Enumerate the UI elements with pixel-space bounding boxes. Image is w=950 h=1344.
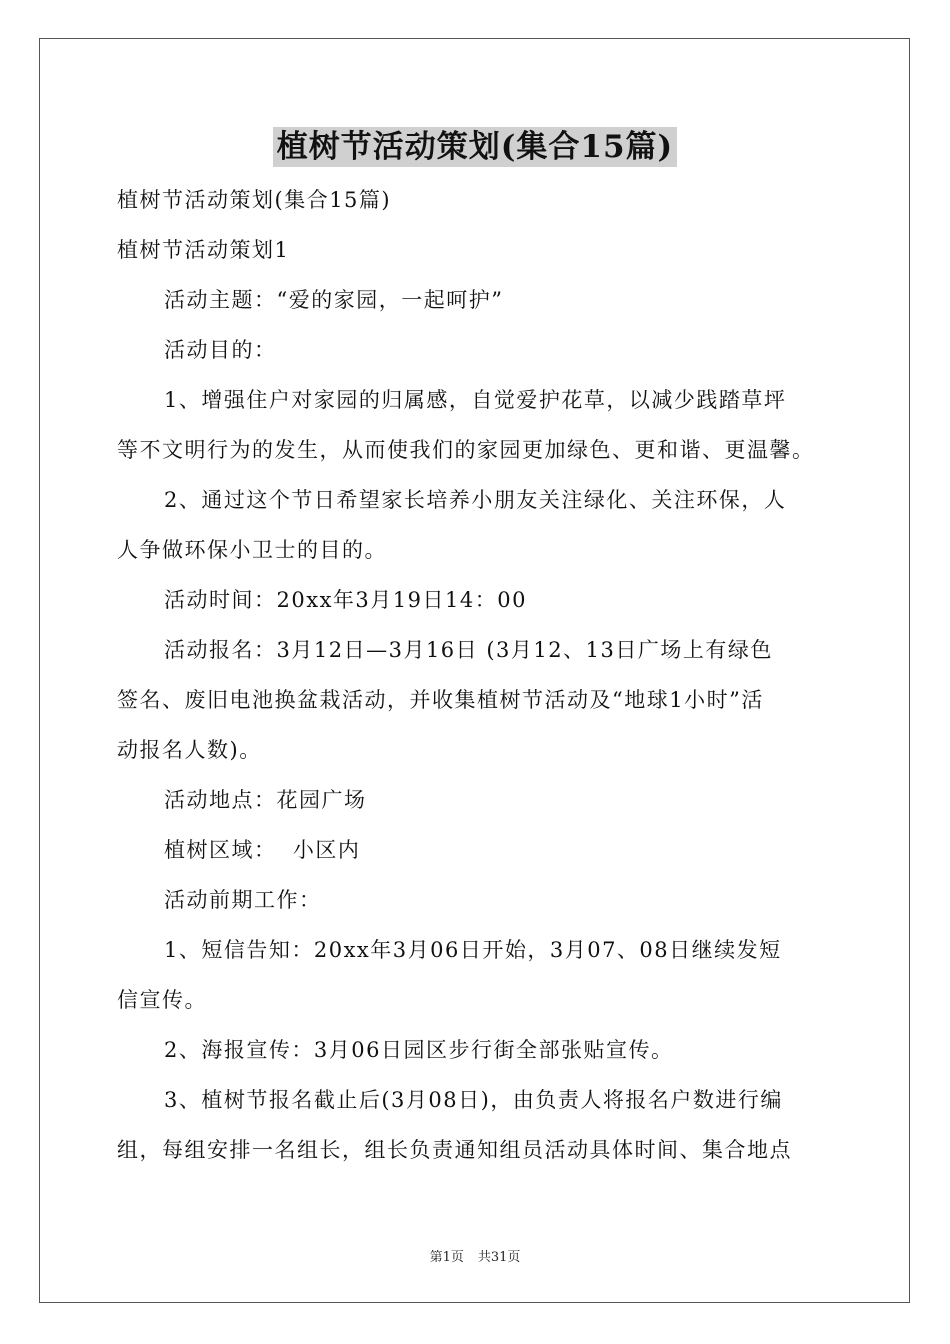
body-line: 组，每组安排一名组长，组长负责通知组员活动具体时间、集合地点 [117, 1138, 792, 1162]
body-line: 3、植树节报名截止后(3月08日)，由负责人将报名户数进行编 [164, 1088, 783, 1112]
body-line: 信宣传。 [117, 988, 207, 1012]
page-number: 第1页 [429, 1250, 464, 1265]
body-line: 活动主题：“爱的家园，一起呵护” [164, 288, 504, 312]
page-total: 共31页 [477, 1250, 521, 1265]
body-line: 植树区域： 小区内 [164, 838, 361, 862]
body-line: 签名、废旧电池换盆栽活动，并收集植树节活动及“地球1小时”活 [117, 688, 764, 712]
body-line: 活动前期工作： [164, 888, 322, 912]
body-line: 动报名人数)。 [117, 738, 262, 762]
body-line: 植树节活动策划(集合15篇) [117, 188, 392, 212]
body-line: 2、海报宣传：3月06日园区步行街全部张贴宣传。 [164, 1038, 674, 1062]
body-line: 1、增强住户对家园的归属感，自觉爱护花草，以减少践踏草坪 [164, 388, 787, 412]
body-line: 植树节活动策划1 [117, 238, 290, 262]
body-line: 2、通过这个节日希望家长培养小朋友关注绿化、关注环保，人 [164, 488, 787, 512]
body-line: 活动目的： [164, 338, 277, 362]
body-line: 活动地点：花园广场 [164, 788, 367, 812]
title-wrap [0, 127, 950, 167]
body-line: 1、短信告知：20xx年3月06日开始，3月07、08日继续发短 [164, 938, 782, 962]
document-title: 植树节活动策划(集合15篇) [273, 127, 677, 167]
page-footer [0, 1246, 950, 1265]
document-body [117, 175, 841, 1175]
body-line: 活动时间：20xx年3月19日14：00 [164, 588, 527, 612]
body-line: 人争做环保小卫士的目的。 [117, 538, 387, 562]
body-line: 活动报名：3月12日—3月16日 (3月12、13日广场上有绿色 [164, 638, 773, 662]
body-line: 等不文明行为的发生，从而使我们的家园更加绿色、更和谐、更温馨。 [117, 438, 815, 462]
